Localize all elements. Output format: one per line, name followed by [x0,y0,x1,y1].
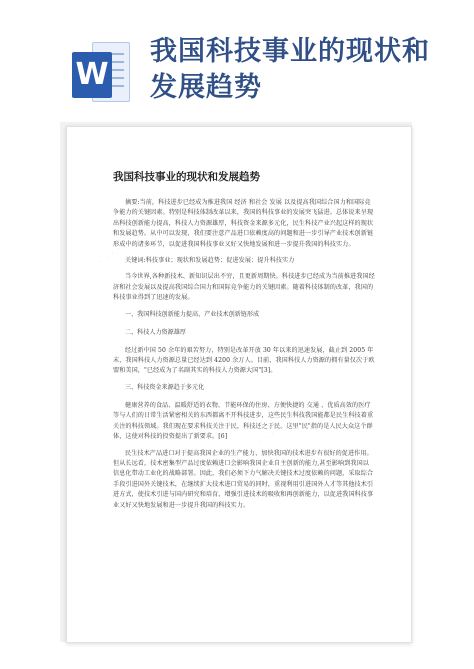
word-letter-badge: W [72,52,112,98]
word-doc-icon [72,42,128,104]
section-heading-2: 二、科技人力资源雄厚 [125,328,186,336]
document-preview [66,126,412,643]
page-title-line-2: 发展趋势 [150,72,262,103]
page-title [150,34,450,106]
section-3-paragraph: 健康营养的食品、温暖舒适的衣物、节能环保的住房、方便快捷的 交通 、优质高效的医疗等与人们的日常生活紧密相关的东西都离不开科技进步，这些民生科技我国能都是民生科技着重关注的科技领域。我们现在要求科技关注于民，科技还之于民。这里"民"指的是人民大众这个群体，这使对科技的投资提出了新要求。[6] [113,401,374,441]
section-heading-1: 一、我国科技创新能力提高，产业技术创新链形成 [125,310,260,318]
document-body [113,169,375,517]
section-heading-3: 三、科技资金来源趋于多元化 [125,383,205,391]
closing-paragraph: 民生技术产品进口对于提高我国企业的生产能力、加快我国的技术进步有很好的促进作用。但从长远看，技术密集型产品过度依赖进口会影响我国企业自主创新的能力,甚至影响到我国以信息化带动工业化的战略部署。因此，我们必须下力气解决关键技术过度依赖的问题，采取综合手段引进国外关键技术，在继续扩大技术进口贸易的同时，重视利用引进国外人才等其他技术引进方式，使技术引进与国内研究和培育、增强引进技术的吸收和再创新能力，以促进我国科技事业又好又快地发展和进一步提升我国的科技实力。 [113,449,374,509]
intro-paragraph: 当今世界,各种新技术、新知识层出不穷，且更新周期快。科技进步已经成为当前推进我国经济和社会发展以及提高我国综合国力和国际竞争能力的关键因素。随着科技体制的改革，我国的科技事业得到了迅速的发展。 [113,273,375,302]
page-header [0,0,474,120]
page-title-line-1: 我国科技事业的现状和 [150,36,430,67]
section-2-paragraph: 经过新中国 50 余年的艰苦努力，特别是改革开放 30 年以来的迅速发展，截止到 2005 年末，我国科技人力资源总量已经达到 4200 余万人。目前，我国科技人力资源的拥有量仅次于欧盟和美国，"已经成为了名副其实的科技人力资源大国"[3]。 [113,346,375,375]
watermark: · · · · · [96,239,130,268]
watermark: · · · · · [256,419,290,448]
document-title: 我国科技事业的现状和发展趋势 [113,171,260,183]
keywords-paragraph: 关键词:科技事业；现状和发展趋势；促进发展；提升科技实力 [125,257,295,265]
abstract-paragraph: 摘要:当前，科技进步已经成为推进我国 经济 和社会 发展 以及提高我国综合国力和国际竞争能力的关键因素。特别是科技体制改革以来，我国的科技事业的发展突飞猛进。总体说来呈现出科技创新能力提高，科技人力资源雄厚，科技资金来源多元化，民生科技产业兴起这样的现状和发展趋势。从中可以发现，我们要注意产品进口依赖度高的问题和进一步引导产业技术创新链形成中的诸多环节，以促进我国科技事业又好又快地发展和进一步提升我国的科技实力。 [113,199,374,248]
